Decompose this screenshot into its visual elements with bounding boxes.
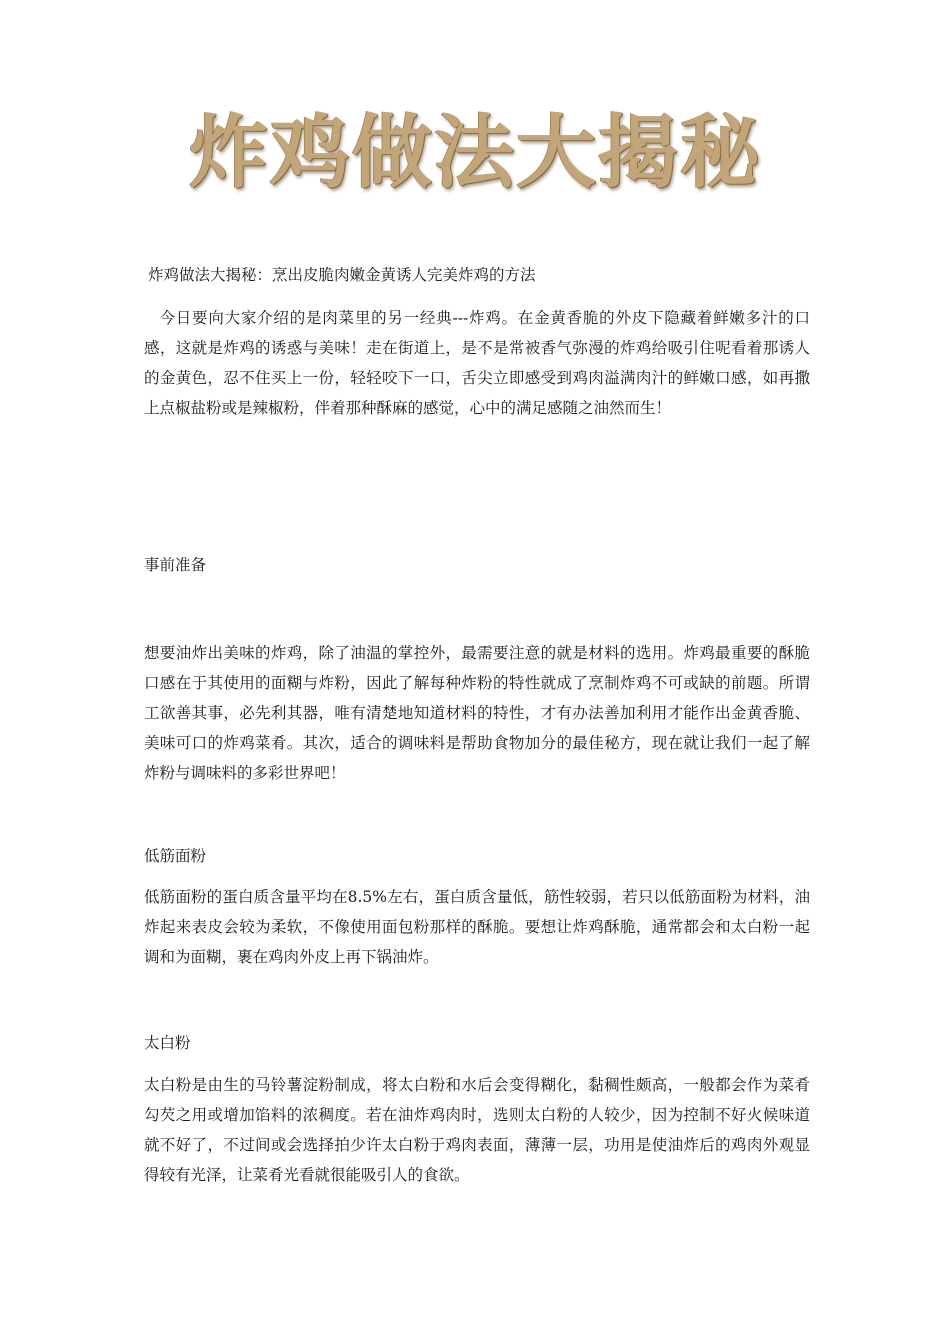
title-wordart: 炸鸡做法大揭秘	[188, 105, 762, 199]
section-paragraph: 太白粉是由生的马铃薯淀粉制成，将太白粉和水后会变得糊化，黏稠性颇高，一般都会作为菜肴勾芡之用或增加馅料的浓稠度。若在油炸鸡肉时，选则太白粉的人较少，因为控制不好火候味道就不好了，不过间或会选择拍少许太白粉于鸡肉表面，薄薄一层，功用是使油炸后的鸡肉外观显得较有光泽，让菜肴光看就很能吸引人的食欲。	[144, 1076, 810, 1184]
section-heading-low-gluten-flour	[144, 841, 810, 871]
document-subtitle: 炸鸡做法大揭秘：烹出皮脆肉嫩金黄诱人完美炸鸡的方法	[148, 266, 536, 284]
section-heading-potato-starch	[144, 1028, 810, 1058]
intro-paragraph: 今日要向大家介绍的是肉菜里的另一经典---炸鸡。在金黄香脆的外皮下隐藏着鲜嫩多汁的口感，这就是炸鸡的诱惑与美味！走在街道上，是不是常被香气弥漫的炸鸡给吸引住呢看着那诱人的金黄色，忍不住买上一份，轻轻咬下一口，舌尖立即感受到鸡肉溢满肉汁的鲜嫩口感，如再撒上点椒盐粉或是辣椒粉，伴着那种酥麻的感觉，心中的满足感随之油然而生！	[144, 309, 810, 417]
section-heading-preparation	[144, 550, 810, 580]
section-paragraph: 低筋面粉的蛋白质含量平均在8.5%左右，蛋白质含量低，筋性较弱，若只以低筋面粉为材料，油炸起来表皮会较为柔软，不像使用面包粉那样的酥脆。要想让炸鸡酥脆，通常都会和太白粉一起调和为面糊，裹在鸡肉外皮上再下锅油炸。	[144, 888, 810, 966]
section-heading: 太白粉	[144, 1034, 191, 1052]
section-heading: 低筋面粉	[144, 847, 207, 865]
section-paragraph: 想要油炸出美味的炸鸡，除了油温的掌控外，最需要注意的就是材料的选用。炸鸡最重要的酥脆口感在于其使用的面糊与炸粉，因此了解每种炸粉的特性就成了烹制炸鸡不可或缺的前题。所谓工欲善其事，必先利其器，唯有清楚地知道材料的特性，才有办法善加利用才能作出金黄香脆、美味可口的炸鸡菜肴。其次，适合的调味料是帮助食物加分的最佳秘方，现在就让我们一起了解炸粉与调味料的多彩世界吧！	[144, 644, 810, 782]
section-body-preparation	[144, 638, 810, 788]
section-body-low-gluten-flour	[144, 882, 810, 972]
section-heading: 事前准备	[144, 556, 207, 574]
section-body-potato-starch	[144, 1070, 810, 1190]
intro-block	[144, 303, 810, 423]
subtitle-block	[144, 260, 814, 290]
document-title	[0, 104, 950, 200]
